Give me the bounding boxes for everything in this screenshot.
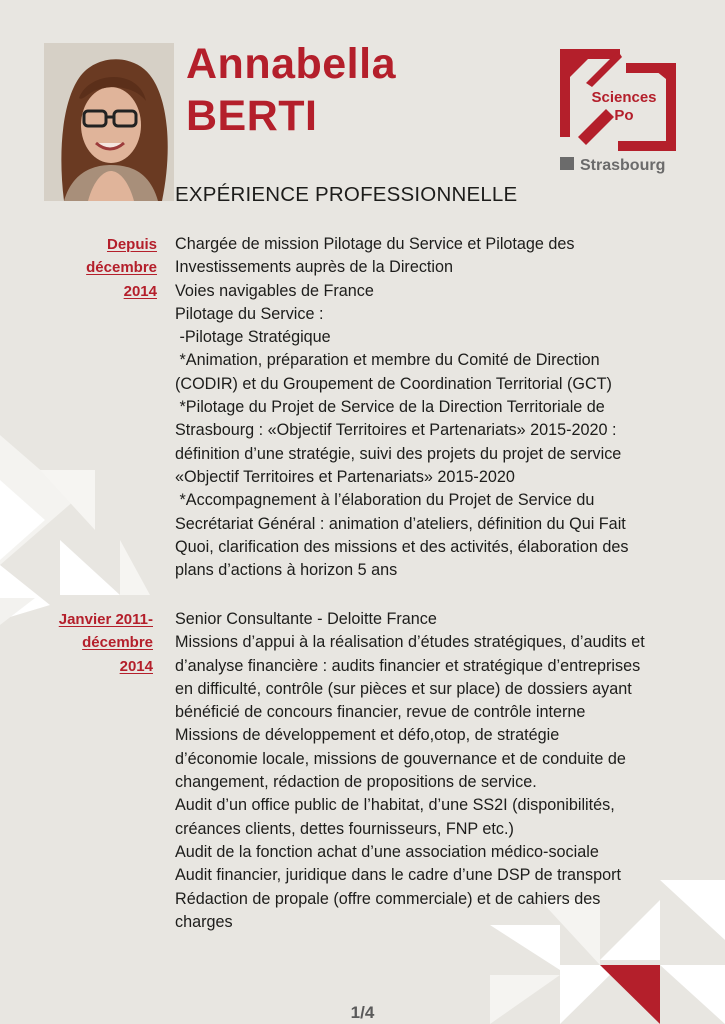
entry-text-line: Secrétariat Général : animation d’ateliers, définition du Qui Fait	[175, 514, 626, 533]
section-title: EXPÉRIENCE PROFESSIONNELLE	[175, 183, 518, 206]
entry-text-line: définition d’une stratégie, suivi des projets du projet de service	[175, 444, 622, 463]
entry-text-line: *Accompagnement à l’élaboration du Projet de Service du	[175, 491, 595, 510]
entry-text-line: d’analyse financière : audits financier et stratégique d’entreprises	[175, 656, 641, 675]
entry-text-line: créances clients, dettes fournisseurs, FNP etc.)	[175, 819, 514, 838]
logo-line2: Po	[614, 107, 634, 124]
entry-text-line: Strasbourg : «Objectif Territoires et Partenariats» 2015-2020 :	[175, 421, 617, 440]
entry-text-line: changement, rédaction de propositions de service.	[175, 773, 537, 792]
entry-title-line: Senior Consultante - Deloitte France	[175, 610, 437, 628]
entry-body	[175, 233, 715, 582]
entry-date	[13, 608, 153, 678]
entry-text-line: Audit de la fonction achat d’une association médico-sociale	[175, 842, 599, 861]
date-line: Depuis	[106, 236, 157, 253]
entry-text-line: Rédaction de propale (offre commerciale) et de cahiers des	[175, 889, 601, 908]
profile-photo	[44, 43, 174, 201]
entry-text-line: *Pilotage du Projet de Service de la Direction Territoriale de	[175, 398, 605, 417]
entry-title-line: Chargée de mission Pilotage du Service et Pilotage des	[175, 235, 575, 253]
entry-text-line: Missions de développement et défo,otop, de stratégie	[175, 726, 560, 745]
entry-text-line: *Animation, préparation et membre du Comité de Direction	[175, 351, 600, 370]
entry-text-line: «Objectif Territoires et Partenariats» 2015-2020	[175, 467, 515, 486]
date-line: décembre	[82, 634, 153, 652]
logo-city: Strasbourg	[580, 157, 666, 174]
portrait-image	[44, 43, 174, 201]
sciences-po-strasbourg-logo	[558, 47, 680, 175]
entry-text-line: Audit financier, juridique dans le cadre d’une DSP de transport	[175, 866, 622, 885]
entry-date	[17, 233, 157, 303]
date-line: décembre	[86, 259, 157, 277]
entry-text-line: plans d’actions à horizon 5 ans	[175, 561, 398, 580]
entry-text-line: -Pilotage Stratégique	[175, 328, 331, 347]
page-number: 1/4	[350, 1003, 375, 1022]
entry-text-line: Quoi, clarification des missions et des activités, élaboration des	[175, 537, 629, 556]
date-line: Janvier 2011-	[58, 611, 153, 628]
candidate-name	[186, 38, 396, 142]
entry-text-line: (CODIR) et du Groupement de Coordination Territorial (GCT)	[175, 374, 612, 393]
entry-text-line: Missions d’appui à la réalisation d’études stratégiques, d’audits et	[175, 633, 645, 652]
date-line: 2014	[123, 282, 157, 300]
entry-text-line: en difficulté, contrôle (sur pièces et sur place) de dossiers ayant	[175, 679, 632, 698]
entry-body	[175, 608, 715, 934]
logo-line1: Sciences	[591, 89, 657, 106]
date-line: 2014	[119, 657, 153, 675]
entry-title-line: Investissements auprès de la Direction	[175, 258, 454, 277]
entry-text-line: charges	[175, 912, 233, 931]
first-name: Annabella	[186, 40, 396, 88]
last-name: BERTI	[186, 92, 318, 140]
entry-text-line: Audit d’un office public de l’habitat, d’une SS2I (disponibilités,	[175, 796, 615, 815]
entry-title-line: Voies navigables de France	[175, 281, 374, 300]
entry-text-line: d’économie locale, missions de gouvernance et de conduite de	[175, 749, 626, 768]
entry-text-line: bénéficié de concours financier, revue de contrôle interne	[175, 703, 586, 722]
entry-text-line: Pilotage du Service :	[175, 304, 324, 323]
